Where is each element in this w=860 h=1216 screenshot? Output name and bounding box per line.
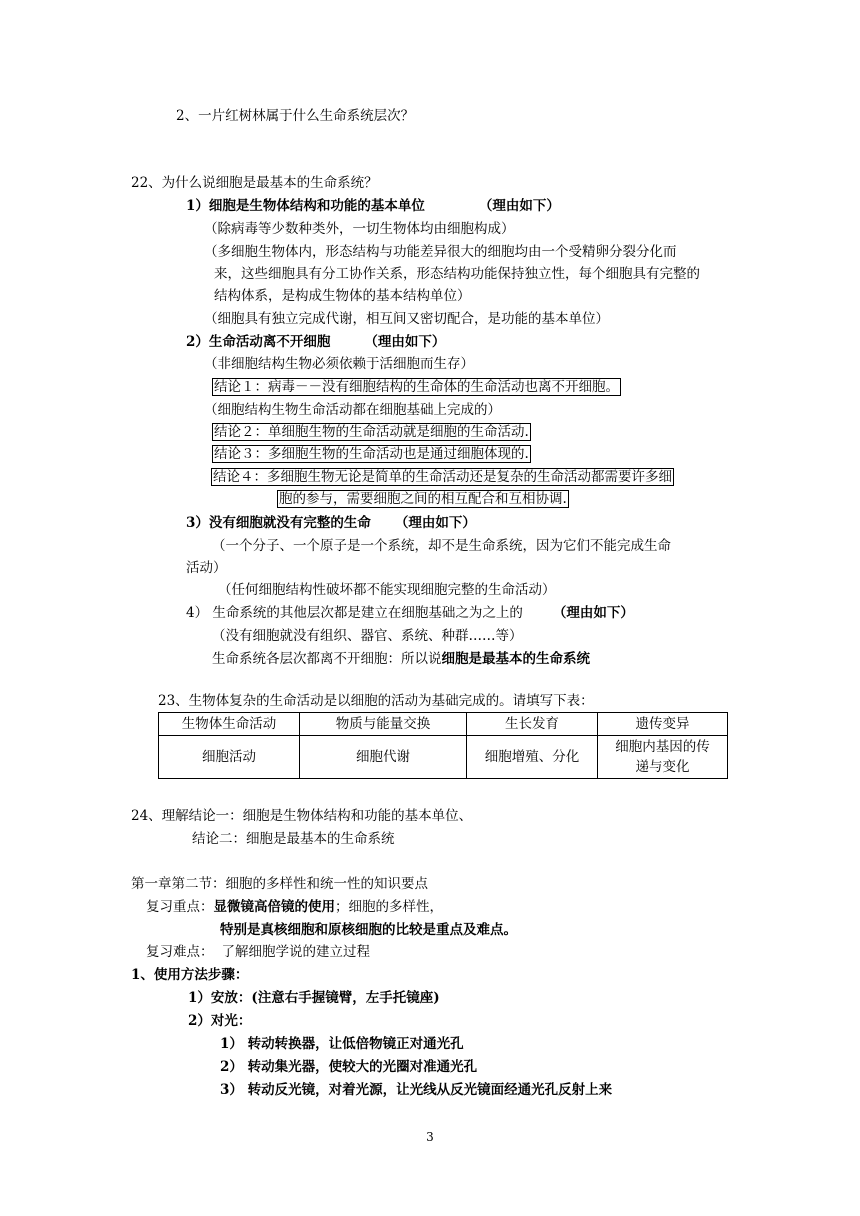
review-key-label: 复习重点：	[146, 899, 214, 915]
table-row	[159, 736, 728, 779]
point-2-heading: 2）生命活动离不开细胞	[186, 334, 331, 350]
table-cell-line-1: 细胞内基因的传	[615, 739, 710, 755]
conclusion-4-line-2: 胞的参与，需要细胞之间的相互配合和互相协调.	[279, 491, 567, 507]
point-4-line-b-bold: 细胞是最基本的生命系统	[441, 651, 590, 667]
table-cell: 细胞代谢	[300, 736, 467, 779]
question-2: 2、一片红树林属于什么生命系统层次？	[176, 108, 415, 124]
conclusion-3: 结论３：多细胞生物的生命活动也是通过细胞体现的.	[214, 446, 529, 462]
point-4-line-a: （没有细胞就没有组织、器官、系统、种群……等）	[212, 628, 523, 644]
review-difficulty-text: 了解细胞学说的建立过程	[221, 944, 370, 960]
point-2-line-a: （非细胞结构生物必须依赖于活细胞而生存）	[204, 356, 474, 372]
step-2-1: 1） 转动转换器，让低倍物镜正对通光孔	[220, 1036, 464, 1052]
point-1-heading: 1）细胞是生物体结构和功能的基本单位	[186, 198, 425, 214]
point-3-line-a2: 活动）	[186, 560, 227, 576]
point-4-line-b-plain: 生命系统各层次都离不开细胞：所以说	[212, 651, 442, 667]
step-2: 2）对光：	[188, 1013, 252, 1029]
point-1-line-b1: （多细胞生物体内，形态结构与功能差异很大的细胞均由一个受精卵分裂分化而	[204, 244, 677, 260]
point-2	[186, 332, 445, 352]
point-2-reason: （理由如下）	[364, 334, 446, 350]
point-3	[186, 513, 476, 533]
conclusion-1: 结论１：病毒－－没有细胞结构的生命体的生命活动也离不开细胞。	[214, 379, 619, 395]
table-header-cell: 生物体生命活动	[159, 713, 300, 736]
activity-table	[158, 712, 728, 779]
table-header-cell: 物质与能量交换	[300, 713, 467, 736]
point-4-line-b	[212, 649, 590, 669]
review-difficulty-label: 复习难点：	[146, 944, 214, 960]
steps-title: 1、使用方法步骤：	[131, 967, 249, 983]
question-23-title: 23、生物体复杂的生命活动是以细胞的活动为基础完成的。请填写下表：	[158, 693, 594, 709]
step-2-3: 3） 转动反光镜，对着光源，让光线从反光镜面经通光孔反射上来	[220, 1082, 613, 1098]
question-24-line-2: 结论二：细胞是最基本的生命系统	[192, 831, 395, 847]
review-key-line-2: 特别是真核细胞和原核细胞的比较是重点及难点。	[220, 922, 517, 938]
point-1-line-b3: 结构体系，是构成生物体的基本结构单位）	[214, 288, 471, 304]
table-header-cell: 生长发育	[467, 713, 598, 736]
review-difficulty	[146, 942, 370, 962]
point-3-reason: （理由如下）	[394, 515, 476, 531]
point-1-line-b2: 来，这些细胞具有分工协作关系，形态结构功能保持独立性，每个细胞具有完整的	[214, 266, 700, 282]
point-4	[186, 603, 634, 623]
conclusion-2: 结论２：单细胞生物的生命活动就是细胞的生命活动.	[214, 424, 529, 440]
point-1	[186, 196, 560, 216]
point-1-reason: （理由如下）	[478, 198, 560, 214]
conclusion-4-line-1: 结论４：多细胞生物无论是简单的生命活动还是复杂的生命活动都需要许多细	[213, 469, 672, 485]
step-2-2: 2） 转动集光器，使较大的光圈对准通光孔	[220, 1059, 478, 1075]
point-3-line-a1: （一个分子、一个原子是一个系统，却不是生命系统，因为它们不能完成生命	[212, 538, 671, 554]
table-header-row	[159, 713, 728, 736]
point-1-line-c: （细胞具有独立完成代谢，相互间又密切配合，是功能的基本单位）	[204, 311, 609, 327]
table-cell-line-2: 递与变化	[635, 759, 690, 775]
point-4-reason: （理由如下）	[552, 605, 634, 621]
point-1-line-a: （除病毒等少数种类外，一切生物体均由细胞构成）	[204, 221, 515, 237]
question-22-title: 22、为什么说细胞是最基本的生命系统？	[131, 175, 378, 191]
section-title: 第一章第二节：细胞的多样性和统一性的知识要点	[131, 876, 428, 892]
review-key-bold: 显微镜高倍镜的使用	[213, 899, 335, 915]
table-cell: 细胞增殖、分化	[467, 736, 598, 779]
point-3-line-b: （任何细胞结构性破坏都不能实现细胞完整的生命活动）	[218, 582, 556, 598]
table-cell	[598, 736, 728, 779]
review-key-rest: ；细胞的多样性，	[335, 899, 443, 915]
point-2-line-b: （细胞结构生物生命活动都在细胞基础上完成的）	[204, 402, 501, 418]
table-cell: 细胞活动	[159, 736, 300, 779]
page-number: 3	[426, 1130, 434, 1144]
question-24-line-1: 24、理解结论一：细胞是生物体结构和功能的基本单位、	[131, 808, 473, 824]
point-3-heading: 3）没有细胞就没有完整的生命	[186, 515, 371, 531]
point-4-heading: 4） 生命系统的其他层次都是建立在细胞基础之为之上的	[186, 605, 523, 621]
table-header-cell: 遗传变异	[598, 713, 728, 736]
review-key-points	[146, 897, 443, 917]
step-1: 1）安放：(注意右手握镜臂，左手托镜座)	[188, 990, 440, 1006]
